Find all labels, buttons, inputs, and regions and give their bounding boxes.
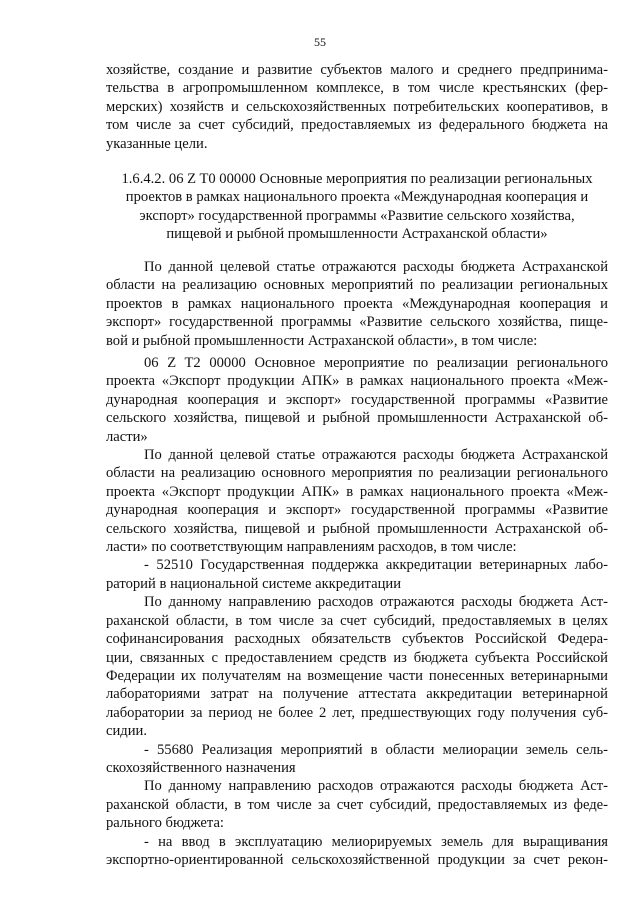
text-line: По данной целевой статье отражаются расходы бюджета Астраханской [144,259,608,275]
text-line: дународная кооперация и экспорт» государственной программы «Развитие [106,502,608,519]
text-line: проектов в рамках национального проекта «Международная кооперация и [106,295,608,312]
text-line: лаборатории за период не более 2 лет, предшествующих году получения суб- [106,704,608,721]
text-line: - 52510 Государственная поддержка аккредитации ветеринарных лабо- [144,557,608,574]
heading-line: проектов в рамках национального проекта «Международная кооперация и [125,189,589,206]
text-line: рального бюджета: [106,815,224,832]
paragraph-continuation [106,61,608,153]
text-line: раханской области, в том числе за счет субсидий, предоставляемых в целях [106,612,608,629]
text-line: области на реализацию основного мероприятия по реализации регионального [106,465,608,482]
text-line: том числе за счет субсидий, предоставляемых из федерального бюджета на [106,117,608,134]
paragraph-main [106,354,608,869]
text-line: хозяйстве, создание и развитие субъектов малого и среднего предпринима- [106,62,608,78]
text-line: По данной целевой статье отражаются расходы бюджета Астраханской [144,447,608,464]
text-line: По данному направлению расходов отражаются расходы бюджета Аст- [144,778,608,795]
text-line: лабораториями затрат на получение аттестата аккредитации ветеринарной [106,686,608,703]
text-line: - 55680 Реализация мероприятий в области мелиорации земель сель- [144,741,608,758]
text-line: раторий в национальной системе аккредитации [106,575,402,592]
text-line: Федерации их получателям на возмещение части понесенных ветеринарными [106,667,608,684]
text-line: дународная кооперация и экспорт» государственной программы «Развитие [106,391,608,408]
text-line: ции, связанных с предоставлением средств из бюджета субъекта Российской [106,649,608,666]
text-line: экспортно-ориентированной сельскохозяйственной продукции за счет рекон- [106,851,608,868]
text-line: тельства в агропромышленном комплексе, в том числе крестьянских (фер- [106,80,608,97]
text-line: скохозяйственного назначения [106,759,296,776]
text-line: ласти» по соответствующим направлениям расходов, в том числе: [106,539,517,556]
text-line: По данному направлению расходов отражаются расходы бюджета Аст- [144,594,608,611]
heading-line: пищевой и рыбной промышленности Астраханской области» [166,226,548,243]
text-line: вой и рыбной промышленности Астраханской области», в том числе: [106,332,538,349]
text-line: сидии. [106,723,147,740]
text-line: сельского хозяйства, пищевой и рыбной промышленности Астраханской об- [106,520,608,537]
text-line: указанные цели. [106,135,208,152]
page-number: 55 [314,35,326,49]
text-line: проекта «Экспорт продукции АПК» в рамках национального проекта «Меж- [106,483,608,500]
paragraph-intro [106,258,608,350]
text-line: раханской области, в том числе за счет субсидий, предоставляемых из феде- [106,796,608,813]
heading-line: экспорт» государственной программы «Развитие сельского хозяйства, [139,207,575,224]
text-line: области на реализацию основных мероприятий по реализации региональных [106,277,608,294]
text-line: проекта «Экспорт продукции АПК» в рамках национального проекта «Меж- [106,373,608,390]
text-line: мерских) хозяйств и сельскохозяйственных потребительских кооперативов, в [106,98,608,115]
text-line: софинансирования расходных обязательств субъектов Российской Федера- [106,631,608,648]
text-line: ласти» [106,428,148,445]
text-line: сельского хозяйства, пищевой и рыбной промышленности Астраханской об- [106,410,608,427]
text-line: - на ввод в эксплуатацию мелиорируемых земель для выращивания [144,833,608,850]
text-line: 06 Z T2 00000 Основное мероприятие по реализации регионального [144,355,608,371]
text-line: экспорт» государственной программы «Развитие сельского хозяйства, пище- [106,314,608,331]
section-heading [106,170,608,244]
heading-line: 1.6.4.2. 06 Z T0 00000 Основные мероприятия по реализации региональных [121,171,593,187]
